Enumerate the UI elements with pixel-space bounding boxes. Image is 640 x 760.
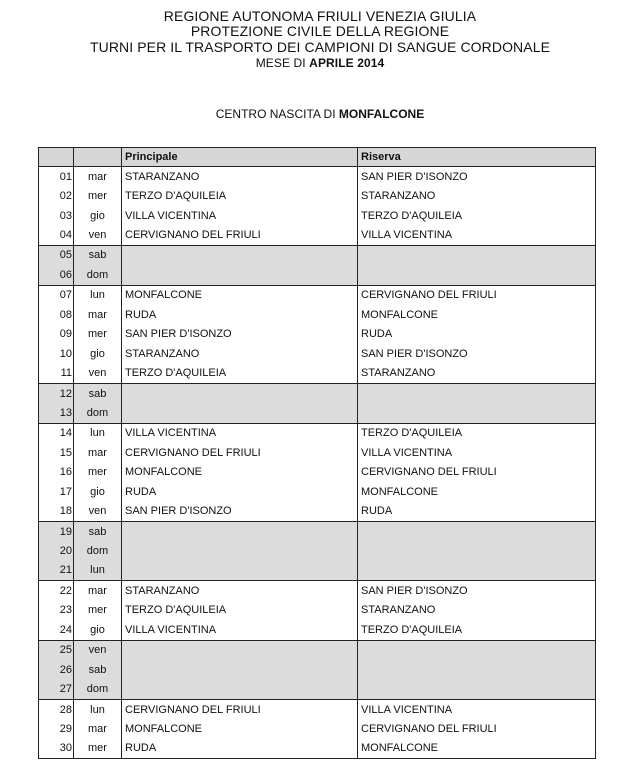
weekday-cell: mar	[74, 581, 122, 601]
principale-cell: TERZO D'AQUILEIA	[122, 601, 358, 620]
weekday-cell: sab	[74, 521, 122, 541]
weekday-cell: lun	[74, 423, 122, 443]
day-number-cell: 02	[59, 190, 72, 203]
table-row	[39, 541, 596, 560]
weekday-cell: mer	[74, 186, 122, 205]
centre-name: MONFALCONE	[338, 107, 425, 121]
riserva-cell	[358, 403, 596, 423]
weekday-cell: gio	[74, 620, 122, 640]
weekday-cell: mar	[74, 719, 122, 738]
riserva-cell: STARANZANO	[358, 601, 596, 620]
principale-cell	[122, 245, 358, 265]
table-row	[39, 443, 596, 462]
weekday-cell: sab	[74, 245, 122, 265]
principale-cell: SAN PIER D'ISONZO	[122, 325, 358, 344]
table-row	[39, 620, 596, 640]
table-header-row	[39, 148, 596, 167]
weekday-cell: dom	[74, 403, 122, 423]
principale-cell: CERVIGNANO DEL FRIULI	[122, 443, 358, 462]
riserva-cell: STARANZANO	[358, 363, 596, 383]
table-row	[39, 305, 596, 324]
riserva-cell: SAN PIER D'ISONZO	[358, 344, 596, 363]
principale-cell	[122, 521, 358, 541]
weekday-cell: ven	[74, 640, 122, 660]
table-row	[39, 403, 596, 423]
principale-cell: TERZO D'AQUILEIA	[122, 186, 358, 205]
table-row	[39, 679, 596, 699]
table-row	[39, 344, 596, 363]
table-row	[39, 383, 596, 403]
weekday-cell: lun	[74, 285, 122, 305]
table-row	[39, 167, 596, 187]
weekday-cell: mar	[74, 443, 122, 462]
principale-cell: STARANZANO	[122, 167, 358, 187]
principale-cell: MONFALCONE	[122, 463, 358, 482]
riserva-cell: TERZO D'AQUILEIA	[358, 620, 596, 640]
riserva-cell: MONFALCONE	[358, 482, 596, 501]
principale-cell: SAN PIER D'ISONZO	[122, 501, 358, 521]
principale-cell: CERVIGNANO DEL FRIULI	[122, 225, 358, 245]
weekday-cell: gio	[74, 344, 122, 363]
riserva-cell: STARANZANO	[358, 186, 596, 205]
header-month	[0, 56, 640, 71]
riserva-cell: CERVIGNANO DEL FRIULI	[358, 719, 596, 738]
weekday-cell: dom	[74, 265, 122, 285]
principale-cell: MONFALCONE	[122, 285, 358, 305]
day-number-cell: 05	[39, 245, 74, 265]
principale-cell: MONFALCONE	[122, 719, 358, 738]
centre-prefix: CENTRO NASCITA DI	[215, 107, 339, 121]
table-row	[39, 245, 596, 265]
weekday-cell: sab	[74, 383, 122, 403]
header-protezione-civile: PROTEZIONE CIVILE DELLA REGIONE	[190, 23, 450, 39]
weekday-cell: lun	[74, 699, 122, 719]
principale-cell	[122, 403, 358, 423]
table-row	[39, 265, 596, 285]
day-number-cell: 21	[39, 561, 74, 581]
riserva-cell	[358, 541, 596, 560]
day-number-cell: 13	[39, 403, 74, 423]
centre-heading	[0, 107, 640, 121]
riserva-cell	[358, 660, 596, 679]
header-principale: Principale	[122, 148, 358, 167]
day-number-cell: 06	[39, 265, 74, 285]
table-row	[39, 482, 596, 501]
riserva-cell: RUDA	[358, 501, 596, 521]
day-number-cell: 09	[59, 328, 72, 341]
principale-cell: VILLA VICENTINA	[122, 423, 358, 443]
riserva-cell: VILLA VICENTINA	[358, 443, 596, 462]
table-row	[39, 739, 596, 759]
riserva-cell	[358, 640, 596, 660]
month-value: APRILE 2014	[309, 56, 385, 70]
weekday-cell: ven	[74, 363, 122, 383]
principale-cell	[122, 679, 358, 699]
principale-cell: VILLA VICENTINA	[122, 206, 358, 225]
table-row	[39, 660, 596, 679]
riserva-cell	[358, 383, 596, 403]
day-number-cell: 04	[59, 229, 72, 242]
riserva-cell: MONFALCONE	[358, 305, 596, 324]
weekday-cell: dom	[74, 679, 122, 699]
principale-cell: RUDA	[122, 739, 358, 759]
riserva-cell: SAN PIER D'ISONZO	[358, 581, 596, 601]
weekday-cell: mer	[74, 739, 122, 759]
table-row	[39, 601, 596, 620]
day-number-cell: 30	[59, 742, 72, 755]
table-body	[39, 167, 596, 759]
riserva-cell: SAN PIER D'ISONZO	[358, 167, 596, 187]
day-number-cell: 18	[59, 505, 72, 518]
weekday-cell: mer	[74, 325, 122, 344]
riserva-cell: VILLA VICENTINA	[358, 225, 596, 245]
riserva-cell	[358, 679, 596, 699]
riserva-cell	[358, 561, 596, 581]
riserva-cell	[358, 245, 596, 265]
day-number-cell: 17	[59, 485, 72, 498]
weekday-cell: ven	[74, 225, 122, 245]
header-riserva: Riserva	[358, 148, 596, 167]
header-title: TURNI PER IL TRASPORTO DEI CAMPIONI DI SANGUE CORDONALE	[89, 39, 551, 55]
day-number-cell: 29	[59, 722, 72, 735]
principale-cell: VILLA VICENTINA	[122, 620, 358, 640]
principale-cell	[122, 541, 358, 560]
table-row	[39, 699, 596, 719]
header-day-number	[39, 148, 74, 167]
day-number-cell: 14	[39, 423, 74, 443]
day-number-cell: 11	[60, 367, 72, 380]
table-row	[39, 423, 596, 443]
table-row	[39, 325, 596, 344]
day-number-cell: 24	[59, 623, 72, 636]
table-row	[39, 285, 596, 305]
riserva-cell: MONFALCONE	[358, 739, 596, 759]
table-row	[39, 561, 596, 581]
day-number-cell: 07	[39, 285, 74, 305]
day-number-cell: 01	[59, 170, 72, 183]
table-row	[39, 363, 596, 383]
riserva-cell: VILLA VICENTINA	[358, 699, 596, 719]
riserva-cell	[358, 521, 596, 541]
riserva-cell	[358, 265, 596, 285]
table-row	[39, 719, 596, 738]
day-number-cell: 22	[39, 581, 74, 601]
day-number-cell: 16	[59, 466, 72, 479]
riserva-cell: CERVIGNANO DEL FRIULI	[358, 285, 596, 305]
table-row	[39, 206, 596, 225]
header-weekday	[74, 148, 122, 167]
principale-cell	[122, 265, 358, 285]
shift-table	[38, 147, 596, 759]
table-row	[39, 225, 596, 245]
weekday-cell: lun	[74, 561, 122, 581]
day-number-cell: 27	[39, 679, 74, 699]
day-number-cell: 26	[39, 660, 74, 679]
day-number-cell: 08	[59, 308, 72, 321]
principale-cell: STARANZANO	[122, 344, 358, 363]
weekday-cell: ven	[74, 501, 122, 521]
principale-cell: CERVIGNANO DEL FRIULI	[122, 699, 358, 719]
header-region: REGIONE AUTONOMA FRIULI VENEZIA GIULIA	[163, 8, 477, 24]
table-row	[39, 640, 596, 660]
month-prefix: MESE DI	[255, 56, 310, 70]
table-row	[39, 581, 596, 601]
weekday-cell: mar	[74, 305, 122, 324]
table-row	[39, 463, 596, 482]
day-number-cell: 23	[59, 604, 72, 617]
riserva-cell: TERZO D'AQUILEIA	[358, 206, 596, 225]
weekday-cell: gio	[74, 206, 122, 225]
principale-cell: RUDA	[122, 482, 358, 501]
day-number-cell: 19	[39, 521, 74, 541]
riserva-cell: CERVIGNANO DEL FRIULI	[358, 463, 596, 482]
weekday-cell: mer	[74, 463, 122, 482]
day-number-cell: 20	[39, 541, 74, 560]
day-number-cell: 12	[39, 383, 74, 403]
principale-cell: RUDA	[122, 305, 358, 324]
riserva-cell: TERZO D'AQUILEIA	[358, 423, 596, 443]
table-row	[39, 521, 596, 541]
weekday-cell: gio	[74, 482, 122, 501]
principale-cell: TERZO D'AQUILEIA	[122, 363, 358, 383]
weekday-cell: dom	[74, 541, 122, 560]
principale-cell	[122, 383, 358, 403]
principale-cell	[122, 660, 358, 679]
principale-cell: STARANZANO	[122, 581, 358, 601]
weekday-cell: sab	[74, 660, 122, 679]
table-row	[39, 186, 596, 205]
principale-cell	[122, 561, 358, 581]
principale-cell	[122, 640, 358, 660]
riserva-cell: RUDA	[358, 325, 596, 344]
day-number-cell: 03	[59, 209, 72, 222]
day-number-cell: 10	[59, 347, 72, 360]
day-number-cell: 25	[39, 640, 74, 660]
weekday-cell: mar	[74, 167, 122, 187]
day-number-cell: 15	[59, 446, 72, 459]
weekday-cell: mer	[74, 601, 122, 620]
table-row	[39, 501, 596, 521]
day-number-cell: 28	[39, 699, 74, 719]
